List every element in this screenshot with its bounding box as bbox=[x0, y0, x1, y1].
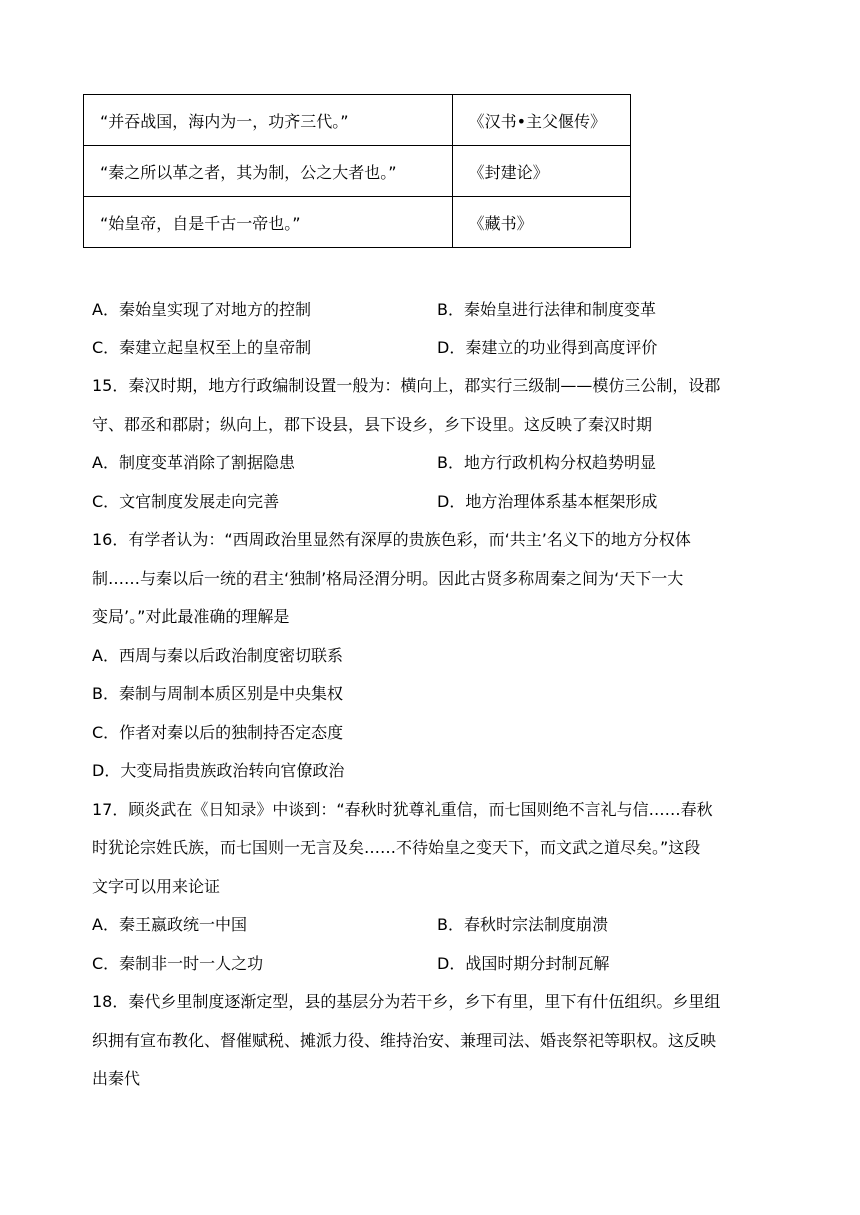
q16-option-a: A．西周与秦以后政治制度密切联系 bbox=[92, 646, 343, 665]
quote-cell: “始皇帝，自是千古一帝也。” bbox=[84, 197, 453, 248]
q18-stem-line: 18．秦代乡里制度逐渐定型，县的基层分为若干乡，乡下有里，里下有什伍组织。乡里组 bbox=[92, 992, 721, 1011]
q16-option-b: B．秦制与周制本质区别是中央集权 bbox=[92, 684, 343, 703]
quote-cell: “秦之所以革之者，其为制，公之大者也。” bbox=[84, 146, 453, 197]
q16-stem-line: 变局’。”对此最准确的理解是 bbox=[92, 607, 290, 626]
q17-stem-line: 文字可以用来论证 bbox=[92, 877, 221, 896]
q14-option-b: B．秦始皇进行法律和制度变革 bbox=[437, 300, 656, 319]
q14-option-a: A．秦始皇实现了对地方的控制 bbox=[92, 300, 311, 319]
q17-option-a: A．秦王嬴政统一中国 bbox=[92, 915, 247, 934]
q15-option-d: D．地方治理体系基本框架形成 bbox=[437, 492, 658, 511]
q16-option-c: C．作者对秦以后的独制持否定态度 bbox=[92, 723, 344, 742]
q15-option-c: C．文官制度发展走向完善 bbox=[92, 492, 280, 511]
q14-option-d: D．秦建立的功业得到高度评价 bbox=[437, 338, 658, 357]
q14-option-c: C．秦建立起皇权至上的皇帝制 bbox=[92, 338, 312, 357]
q16-option-d: D．大变局指贵族政治转向官僚政治 bbox=[92, 761, 345, 780]
q15-stem-line: 守、郡丞和郡尉；纵向上，郡下设县，县下设乡，乡下设里。这反映了秦汉时期 bbox=[92, 415, 653, 434]
q17-option-b: B．春秋时宗法制度崩溃 bbox=[437, 915, 608, 934]
q15-stem-line: 15．秦汉时期，地方行政编制设置一般为：横向上，郡实行三级制——模仿三公制，设郡 bbox=[92, 376, 721, 395]
q15-option-b: B．地方行政机构分权趋势明显 bbox=[437, 453, 656, 472]
q17-option-d: D．战国时期分封制瓦解 bbox=[437, 954, 610, 973]
q15-option-a: A．制度变革消除了割据隐患 bbox=[92, 453, 295, 472]
quote-source-table bbox=[83, 94, 631, 248]
q17-option-c: C．秦制非一时一人之功 bbox=[92, 954, 264, 973]
q17-stem-line: 时犹论宗姓氏族，而七国则一无言及矣……不待始皇之变天下，而文武之道尽矣。”这段 bbox=[92, 838, 701, 857]
quote-cell: “并吞战国，海内为一，功齐三代。” bbox=[84, 95, 453, 146]
q17-stem-line: 17．顾炎武在《日知录》中谈到：“春秋时犹尊礼重信，而七国则绝不言礼与信……春秋 bbox=[92, 800, 713, 819]
table-row bbox=[84, 197, 631, 248]
table-row bbox=[84, 95, 631, 146]
source-cell: 《封建论》 bbox=[452, 146, 630, 197]
source-cell: 《藏书》 bbox=[452, 197, 630, 248]
source-cell: 《汉书•主父偃传》 bbox=[452, 95, 630, 146]
table-row bbox=[84, 146, 631, 197]
q18-stem-line: 织拥有宣布教化、督催赋税、摊派力役、维持治安、兼理司法、婚丧祭祀等职权。这反映 bbox=[92, 1031, 717, 1050]
q16-stem-line: 16．有学者认为：“西周政治里显然有深厚的贵族色彩，而‘共主’名义下的地方分权体 bbox=[92, 530, 691, 549]
q16-stem-line: 制……与秦以后一统的君主‘独制’格局泾渭分明。因此古贤多称周秦之间为‘天下一大 bbox=[92, 569, 684, 588]
q18-stem-line: 出秦代 bbox=[92, 1069, 141, 1088]
